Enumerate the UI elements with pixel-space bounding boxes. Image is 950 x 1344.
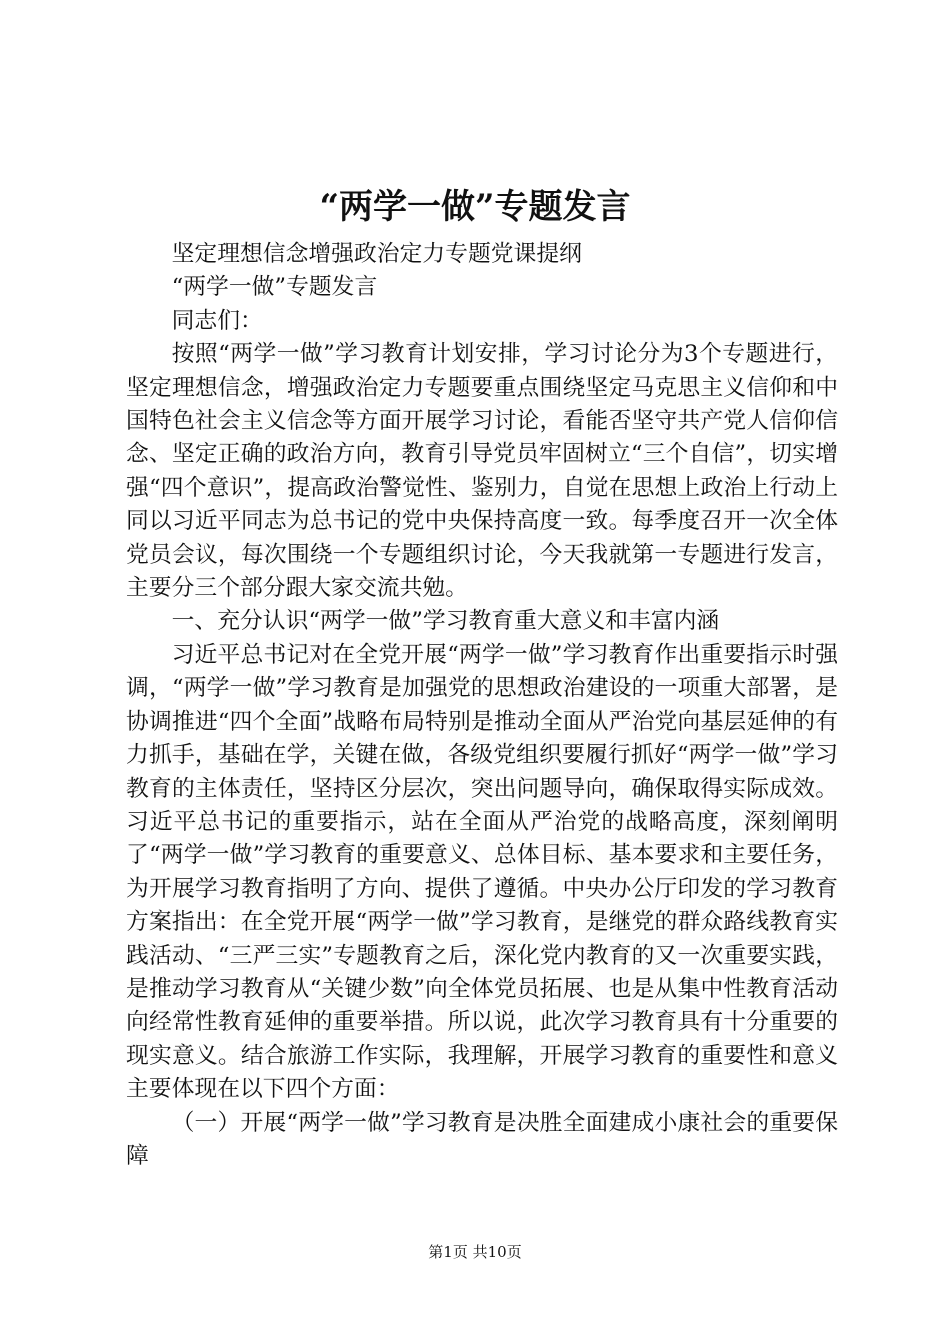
speech-title-paragraph: “两学一做”专题发言 <box>171 274 378 301</box>
page-footer: 第1页 共10页 <box>428 1243 522 1261</box>
body-paragraph-1: 习近平总书记对在全党开展“两学一做”学习教育作出重要指示时强调，“两学一做”学习教育是加强党的思想政治建设的一项重大部署，是协调推进“四个全面”战略布局特别是推动全面从严治党向基层延伸的有力抓手，基础在学，关键在做，各级党组织要履行抓好“两学一做”学习教育的主体责任，坚持区分层次，突出问题导向，确保取得实际成效。习近平总书记的重要指示，站在全面从严治党的战略高度，深刻阐明了“两学一做”学习教育的重要意义、总体目标、基本要求和主要任务，为开展学习教育指明了方向、提供了遵循。中央办公厅印发的学习教育方案指出：在全党开展“两学一做”学习教育，是继党的群众路线教育实践活动、“三严三实”专题教育之后，深化党内教育的又一次重要实践，是推动学习教育从“关键少数”向全体党员拓展、也是从集中性教育活动向经常性教育延伸的重要举措。所以说，此次学习教育具有十分重要的现实意义。结合旅游工作实际，我理解，开展学习教育的重要性和意义主要体现在以下四个方面： <box>126 641 838 1103</box>
section-heading-1: 一、充分认识“两学一做”学习教育重大意义和丰富内涵 <box>171 608 720 635</box>
subtitle-paragraph: 坚定理想信念增强政治定力专题党课提纲 <box>171 241 582 267</box>
intro-paragraph: 按照“两学一做”学习教育计划安排，学习讨论分为3个专题进行，坚定理想信念，增强政治定力专题要重点围绕坚定马克思主义信仰和中国特色社会主义信念等方面开展学习讨论，看能否坚守共产党人信仰信念、坚定正确的政治方向，教育引导党员牢固树立“三个自信”，切实增强“四个意识”，提高政治警觉性、鉴别力，自觉在思想上政治上行动上同以习近平同志为总书记的党中央保持高度一致。每季度召开一次全体党员会议，每次围绕一个专题组织讨论，今天我就第一专题进行发言，主要分三个部分跟大家交流共勉。 <box>126 341 838 602</box>
document-title: “两学一做”专题发言 <box>319 187 631 227</box>
subsection-heading-1: （一）开展“两学一做”学习教育是决胜全面建成小康社会的重要保障 <box>126 1109 838 1169</box>
document-body <box>126 238 838 1173</box>
salutation-paragraph: 同志们： <box>171 307 263 334</box>
